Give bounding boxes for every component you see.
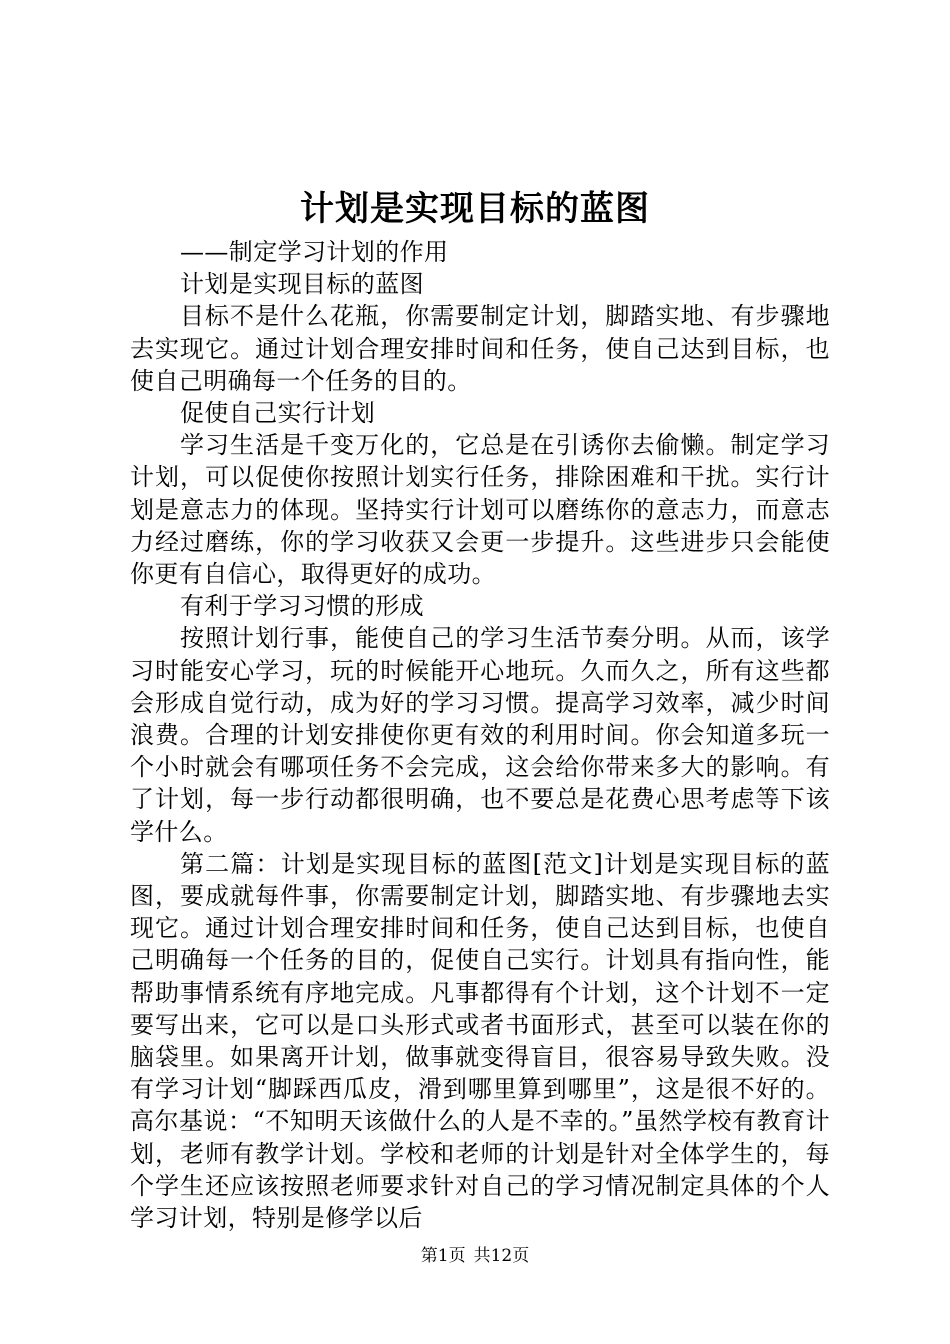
body-paragraph: 第二篇：计划是实现目标的蓝图[范文]计划是实现目标的蓝图，要成就每件事，你需要制定计划，脚踏实地、有步骤地去实现它。通过计划合理安排时间和任务，使自己达到目标，也使自己明确每一个任务的目的，促使自己实行。计划具有指向性，能帮助事情系统有序地完成。凡事都得有个计划，这个计划不一定要写出来，它可以是口头形式或者书面形式，甚至可以装在你的脑袋里。如果离开计划，做事就变得盲目，很容易导致失败。没有学习计划“脚踩西瓜皮，滑到哪里算到哪里”，这是很不好的。高尔基说：“不知明天该做什么的人是不幸的。”虽然学校有教育计划，老师有教学计划。学校和老师的计划是针对全体学生的，每个学生还应该按照老师要求针对自己的学习情况制定具体的个人学习计划，特别是修学以后 (130, 849, 830, 1233)
page-footer (0, 1244, 950, 1268)
page-number: 第1页 (420, 1246, 466, 1266)
body-paragraph: 按照计划行事，能使自己的学习生活节奏分明。从而，该学习时能安心学习，玩的时候能开心地玩。久而久之，所有这些都会形成自觉行动，成为好的学习习惯。提高学习效率，减少时间浪费。合理的计划安排使你更有效的利用时间。你会知道多玩一个小时就会有哪项任务不会完成，这会给你带来多大的影响。有了计划，每一步行动都很明确，也不要总是花费心思考虑等下该学什么。 (130, 624, 830, 846)
document-title: 计划是实现目标的蓝图 (300, 189, 650, 229)
section-heading: 计划是实现目标的蓝图 (180, 270, 424, 299)
document-body (130, 236, 830, 1234)
page-total: 共12页 (473, 1246, 530, 1266)
body-paragraph: 目标不是什么花瓶，你需要制定计划，脚踏实地、有步骤地去实现它。通过计划合理安排时间和任务，使自己达到目标，也使自己明确每一个任务的目的。 (130, 302, 830, 395)
section-heading: 有利于学习习惯的形成 (180, 592, 424, 621)
section-heading: 促使自己实行计划 (180, 399, 376, 428)
subtitle: ——制定学习计划的作用 (180, 238, 449, 266)
body-paragraph: 学习生活是千变万化的，它总是在引诱你去偷懒。制定学习计划，可以促使你按照计划实行任务，排除困难和干扰。实行计划是意志力的体现。坚持实行计划可以磨练你的意志力，而意志力经过磨练，你的学习收获又会更一步提升。这些进步只会能使你更有自信心，取得更好的成功。 (130, 431, 830, 589)
